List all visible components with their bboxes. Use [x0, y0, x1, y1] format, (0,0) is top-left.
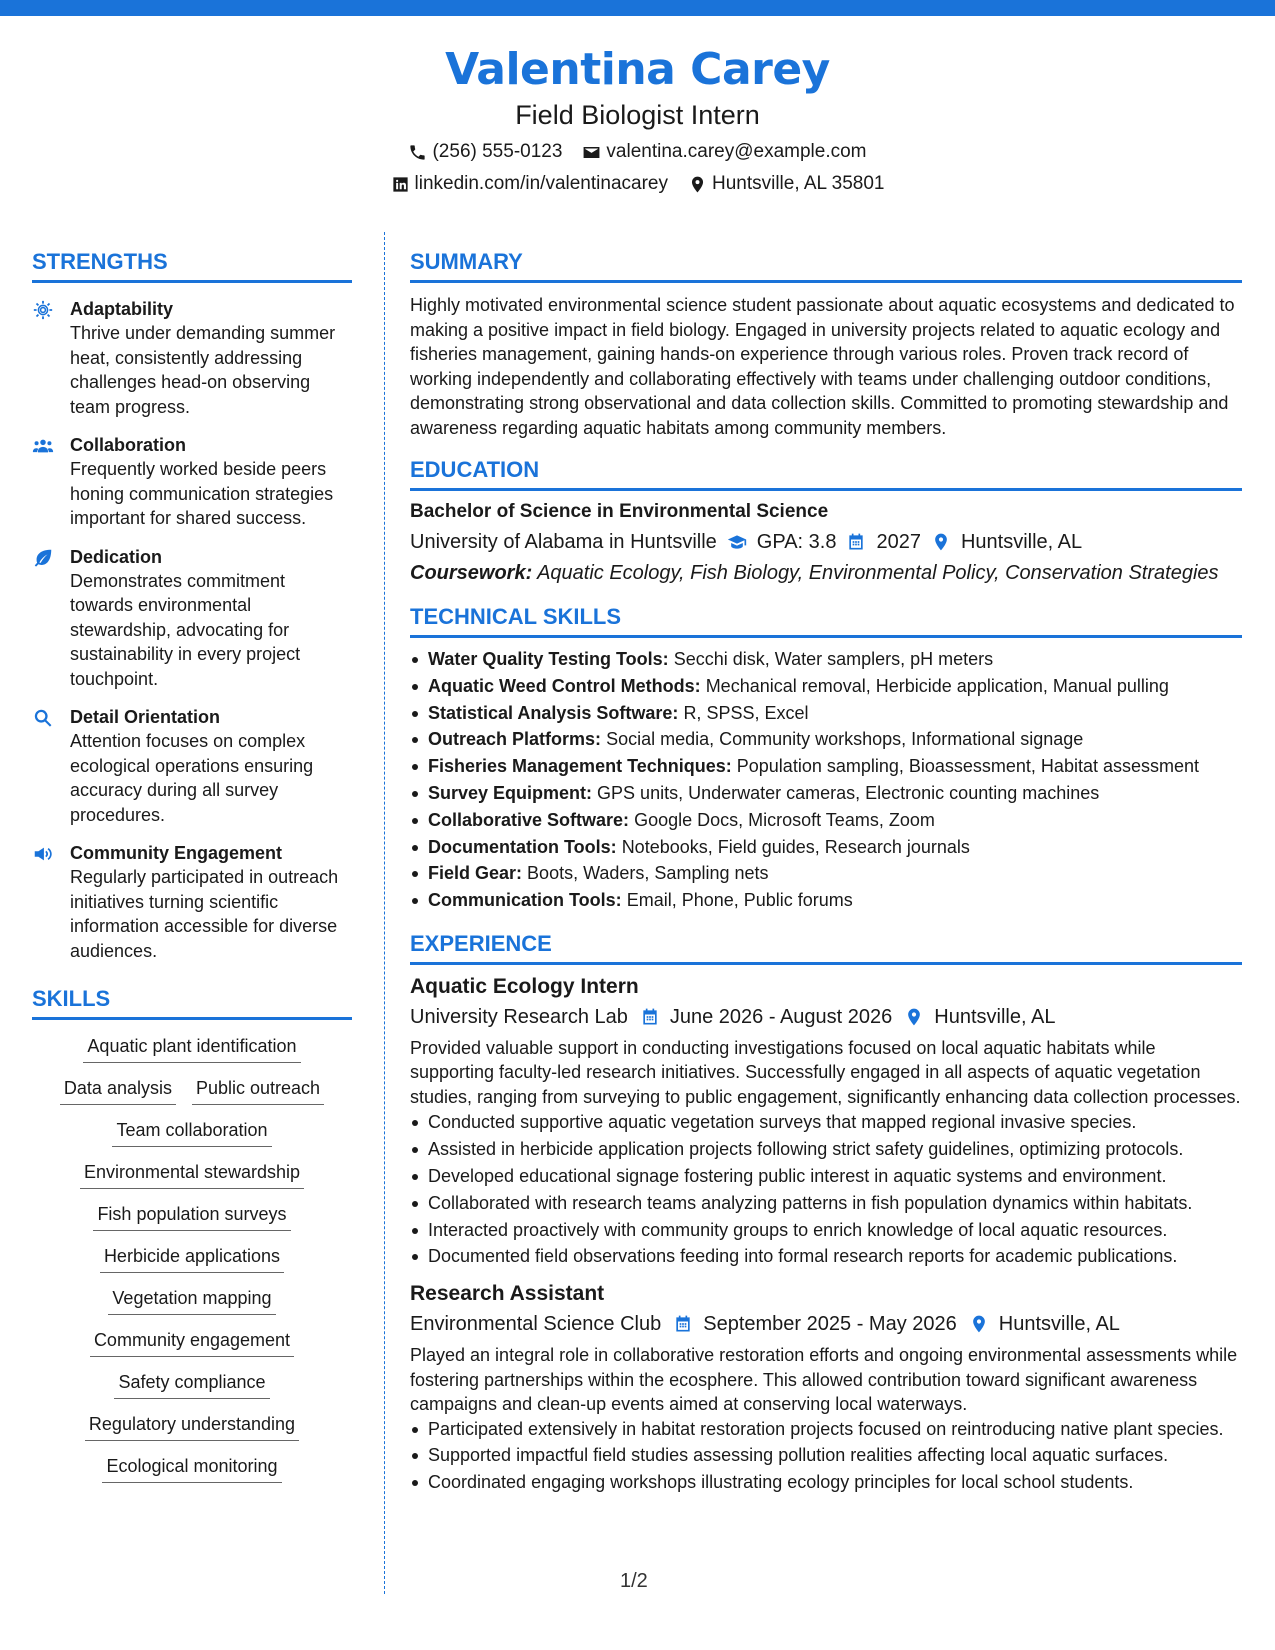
list-item: Coordinated engaging workshops illustrating ecology principles for local school students. — [410, 1470, 1242, 1495]
strength-title: Detail Orientation — [70, 707, 221, 727]
list-item: Statistical Analysis Software: R, SPSS, Excel — [410, 700, 1242, 727]
skill-tag: Aquatic plant identification — [83, 1034, 300, 1063]
column-divider — [384, 232, 385, 1594]
megaphone-icon — [32, 843, 54, 865]
phone-contact — [408, 140, 562, 164]
strength-desc: Attention focuses on complex ecological operations ensuring accuracy during all survey procedures. — [70, 731, 314, 825]
search-icon — [32, 707, 54, 729]
location-contact — [688, 172, 885, 196]
top-accent-bar — [0, 0, 1275, 16]
job-org: Environmental Science Club — [410, 1313, 662, 1336]
education-meta — [410, 528, 1242, 556]
list-item: Assisted in herbicide application projects following strict safety guidelines, optimizing protocols. — [410, 1136, 1242, 1163]
technical-skills-list — [410, 646, 1242, 914]
map-pin-icon — [931, 532, 951, 552]
strength-title: Dedication — [70, 546, 163, 567]
job-meta — [410, 1003, 1242, 1031]
calendar-icon — [640, 1007, 660, 1027]
location-text: Huntsville, AL 35801 — [711, 173, 885, 194]
experience-heading: EXPERIENCE — [410, 930, 1242, 965]
list-item: Supported impactful field studies assessing pollution realities affecting local aquatic surfaces. — [410, 1443, 1242, 1468]
right-column — [410, 248, 1242, 1496]
strength-desc: Frequently worked beside peers honing communication strategies important for shared success. — [70, 459, 334, 528]
calendar-icon — [673, 1314, 693, 1334]
linkedin-link[interactable]: linkedin.com/in/valentinacarey — [414, 173, 668, 194]
page-number: 1/2 — [620, 1570, 648, 1592]
job-entry — [410, 1280, 1242, 1494]
school-name: University of Alabama in Huntsville — [410, 531, 717, 553]
list-item: Aquatic Weed Control Methods: Mechanical removal, Herbicide application, Manual pulling — [410, 673, 1242, 700]
education-location: Huntsville, AL — [960, 531, 1083, 553]
leaf-icon — [32, 547, 54, 569]
job-dates: September 2025 - May 2026 — [703, 1313, 957, 1336]
grad-year: 2027 — [876, 531, 921, 553]
job-entry — [410, 973, 1242, 1270]
email-contact[interactable] — [582, 140, 866, 164]
strengths-heading: STRENGTHS — [32, 248, 352, 283]
skill-tag: Public outreach — [192, 1076, 324, 1105]
job-location: Huntsville, AL — [934, 1005, 1056, 1028]
job-bullets — [410, 1109, 1242, 1270]
list-item: Survey Equipment: GPS units, Underwater cameras, Electronic counting machines — [410, 780, 1242, 807]
map-pin-icon — [969, 1314, 989, 1334]
coursework-label: Coursework: — [410, 562, 533, 584]
strength-item — [32, 433, 352, 531]
skill-tag: Vegetation mapping — [108, 1286, 275, 1315]
strength-desc: Demonstrates commitment towards environmental stewardship, advocating for sustainability in every project touchpoint. — [70, 570, 301, 689]
skill-tag: Team collaboration — [112, 1118, 271, 1147]
coursework-list: Aquatic Ecology, Fish Biology, Environmental Policy, Conservation Strategies — [537, 562, 1219, 584]
strength-title: Community Engagement — [70, 843, 283, 863]
list-item: Water Quality Testing Tools: Secchi disk, Water samplers, pH meters — [410, 646, 1242, 673]
list-item: Field Gear: Boots, Waders, Sampling nets — [410, 860, 1242, 887]
list-item: Documentation Tools: Notebooks, Field guides, Research journals — [410, 834, 1242, 861]
skills-heading: SKILLS — [32, 985, 352, 1020]
list-item: Documented field observations feeding into formal research reports for academic publications. — [410, 1243, 1242, 1270]
calendar-icon — [846, 532, 866, 552]
job-title: Aquatic Ecology Intern — [410, 974, 639, 998]
skill-tag: Environmental stewardship — [80, 1160, 304, 1189]
job-meta — [410, 1310, 1242, 1338]
job-description: Played an integral role in collaborative restoration efforts and ongoing environmental assessments while fostering partnerships within the ecosphere. This allowed contribution toward significant awareness campaigns and clean-up events aimed at conserving local waterways. — [410, 1345, 1238, 1415]
job-bullets — [410, 1417, 1242, 1495]
candidate-role: Field Biologist Intern — [515, 100, 760, 130]
skill-tag: Herbicide applications — [100, 1244, 284, 1273]
linkedin-icon — [391, 175, 410, 194]
summary-text: Highly motivated environmental science student passionate about aquatic ecosystems and dedicated to making a positive impact in field biology. Engaged in university projects related to aquatic ecology and fisheries management, gaining hands-on experience through various roles. Proven track record of working independently and collaborating effectively with teams under challenging outdoor conditions, demonstrating strong observational and data collection skills. Committed to promoting stewardship and awareness regarding aquatic habitats among community members. — [410, 295, 1235, 438]
users-icon — [32, 435, 54, 457]
list-item: Conducted supportive aquatic vegetation surveys that mapped regional invasive species. — [410, 1109, 1242, 1136]
list-item: Communication Tools: Email, Phone, Public forums — [410, 887, 1242, 914]
degree-title: Bachelor of Science in Environmental Science — [410, 501, 829, 522]
education-heading: EDUCATION — [410, 456, 1242, 491]
strength-item — [32, 841, 352, 963]
phone-text: (256) 555-0123 — [432, 141, 563, 162]
strength-desc: Regularly participated in outreach initiatives turning scientific information accessible for diverse audiences. — [70, 867, 339, 961]
linkedin-contact[interactable] — [391, 172, 668, 196]
envelope-icon — [582, 143, 601, 162]
graduation-cap-icon — [727, 532, 747, 552]
list-item: Interacted proactively with community groups to enrich knowledge of local aquatic resources. — [410, 1217, 1242, 1244]
summary-heading: SUMMARY — [410, 248, 1242, 283]
skill-tag: Fish population surveys — [93, 1202, 290, 1231]
strength-item — [32, 297, 352, 419]
left-column — [32, 248, 352, 1496]
map-pin-icon — [688, 175, 707, 194]
strength-desc: Thrive under demanding summer heat, consistently addressing challenges head-on observing team progress. — [70, 323, 336, 417]
skill-tag: Data analysis — [60, 1076, 176, 1105]
skill-tag: Community engagement — [90, 1328, 294, 1357]
strength-item — [32, 545, 352, 692]
contact-row-2 — [0, 172, 1275, 196]
technical-skills-heading: TECHNICAL SKILLS — [410, 603, 1242, 638]
job-dates: June 2026 - August 2026 — [669, 1005, 893, 1028]
job-title: Research Assistant — [410, 1282, 605, 1306]
list-item: Participated extensively in habitat restoration projects focused on reintroducing native plant species. — [410, 1417, 1242, 1442]
job-location: Huntsville, AL — [998, 1313, 1120, 1336]
list-item: Collaborative Software: Google Docs, Microsoft Teams, Zoom — [410, 807, 1242, 834]
job-org: University Research Lab — [410, 1005, 628, 1028]
list-item: Developed educational signage fostering public interest in aquatic systems and environment. — [410, 1163, 1242, 1190]
phone-icon — [408, 143, 427, 162]
contact-row-1 — [0, 140, 1275, 164]
job-description: Provided valuable support in conducting investigations focused on local aquatic habitats while supporting faculty-led research initiatives. Successfully engaged in all aspects of aquatic vegetation studies, ranging from surveying to public engagement, significantly enhancing data collection processes. — [410, 1037, 1241, 1107]
resume-header — [0, 42, 1275, 196]
strength-title: Collaboration — [70, 435, 186, 455]
skill-tag: Regulatory understanding — [85, 1412, 299, 1441]
strength-item — [32, 705, 352, 827]
list-item: Fisheries Management Techniques: Population sampling, Bioassessment, Habitat assessment — [410, 753, 1242, 780]
candidate-name: Valentina Carey — [445, 44, 830, 95]
list-item: Outreach Platforms: Social media, Community workshops, Informational signage — [410, 726, 1242, 753]
email-link[interactable]: valentina.carey@example.com — [606, 141, 867, 162]
skill-tag: Ecological monitoring — [102, 1454, 281, 1483]
skill-tags — [32, 1034, 352, 1496]
strength-title: Adaptability — [70, 299, 174, 319]
gear-icon — [32, 299, 54, 321]
list-item: Collaborated with research teams analyzing patterns in fish population dynamics within habitats. — [410, 1190, 1242, 1217]
skill-tag: Safety compliance — [114, 1370, 269, 1399]
gpa-text: GPA: 3.8 — [756, 531, 837, 553]
map-pin-icon — [904, 1007, 924, 1027]
coursework — [410, 559, 1242, 587]
